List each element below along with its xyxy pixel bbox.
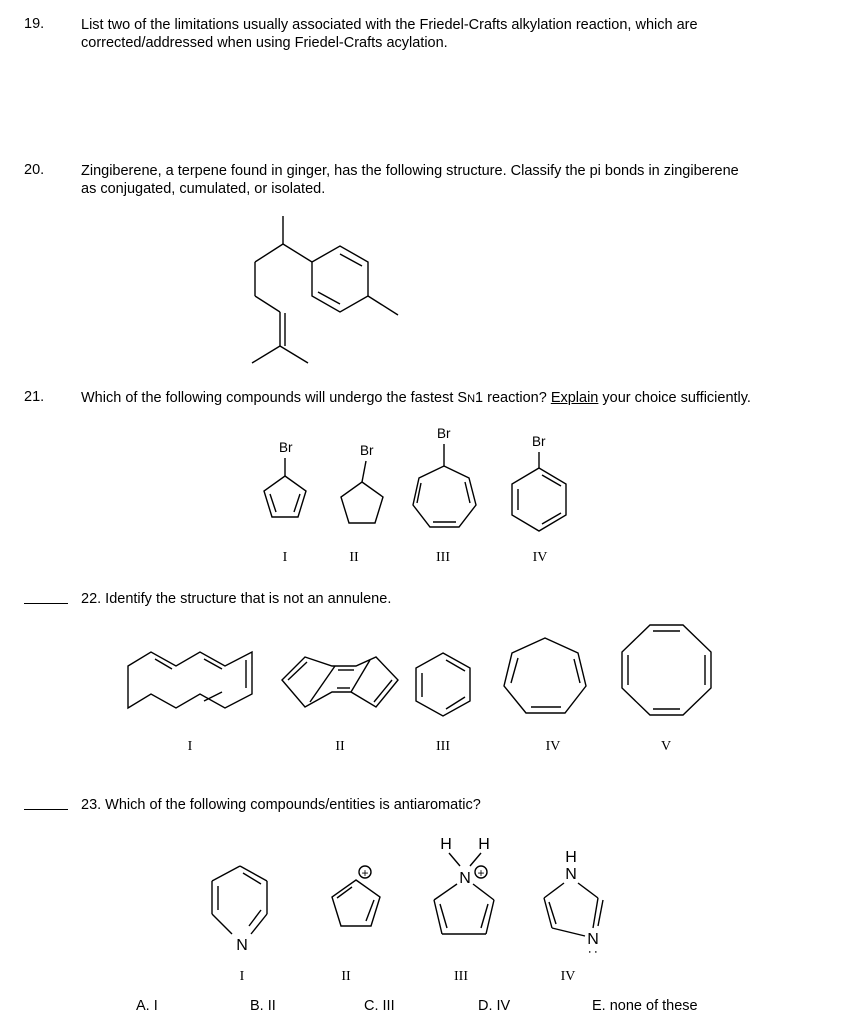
pyrrolium-n-atom: N bbox=[459, 870, 471, 887]
choice-d: D. IV bbox=[478, 998, 511, 1014]
choice-e: E. none of these bbox=[592, 998, 698, 1014]
imidazole-h: H bbox=[565, 849, 577, 866]
q21-label-3: III bbox=[436, 550, 450, 565]
imidazole-n1: N bbox=[565, 866, 577, 883]
q22-structure-3-benzene bbox=[416, 653, 470, 716]
imidazole-n2: N bbox=[587, 931, 599, 948]
q23-structure-1-pyridine bbox=[212, 866, 267, 954]
q23-label-2: II bbox=[341, 969, 351, 984]
q23-label-3: III bbox=[454, 969, 468, 984]
q19-text-line2: corrected/addressed when using Friedel-Crafts acylation. bbox=[81, 35, 448, 51]
q23-text: 23. Which of the following compounds/entities is antiaromatic? bbox=[81, 797, 481, 813]
q20-text-line2: as conjugated, cumulated, or isolated. bbox=[81, 181, 326, 197]
q21-label-2: II bbox=[349, 550, 359, 565]
q22-label-2: II bbox=[335, 739, 345, 754]
cation-plus-iii: + bbox=[477, 866, 485, 880]
q21-compound-2 bbox=[341, 443, 383, 523]
cation-plus-ii: + bbox=[361, 866, 369, 880]
q21-text: Which of the following compounds will undergo the fastest SN1 reaction? Explain your choice sufficiently. bbox=[81, 390, 751, 406]
choice-b: B. II bbox=[250, 998, 276, 1014]
q23-label-1: I bbox=[239, 969, 245, 984]
pyridine-n-atom: N bbox=[236, 937, 248, 954]
imidazole-lone-pair: : bbox=[586, 950, 602, 954]
q21-br-label-4: Br bbox=[532, 434, 546, 449]
q21-br-label-1: Br bbox=[279, 440, 293, 455]
q23-label-4: IV bbox=[560, 969, 576, 984]
q21-br-label-3: Br bbox=[437, 426, 451, 441]
q23-structure-4-imidazole bbox=[544, 849, 603, 954]
q22-label-3: III bbox=[436, 739, 450, 754]
q20-number: 20. bbox=[24, 162, 45, 178]
q22-label-4: IV bbox=[545, 739, 561, 754]
q22-structure-4-cycloheptatriene bbox=[504, 638, 586, 713]
q22-label-5: V bbox=[660, 739, 672, 754]
q19-text-line1: List two of the limitations usually associated with the Friedel-Crafts alkylation reaction, which are bbox=[81, 17, 698, 33]
q22-structure-1-naphthalene-like bbox=[128, 652, 252, 708]
q19-number: 19. bbox=[24, 16, 45, 32]
q21-br-label-2: Br bbox=[360, 443, 374, 458]
q22-structure-5-cyclooctatetraene bbox=[622, 625, 711, 715]
q22-text: 22. Identify the structure that is not an annulene. bbox=[81, 591, 392, 607]
q23-structure-3-pyrrolium bbox=[434, 836, 494, 934]
q21-label-1: I bbox=[282, 550, 288, 565]
q21-compound-1 bbox=[264, 440, 306, 517]
choice-a: A. I bbox=[136, 998, 158, 1014]
zingiberene-structure bbox=[252, 216, 398, 363]
q21-label-4: IV bbox=[532, 550, 548, 565]
q22-label-1: I bbox=[187, 739, 193, 754]
q21-compound-3 bbox=[413, 426, 476, 527]
q22-structure-2-bridged-annulene bbox=[282, 657, 398, 707]
q21-compound-4 bbox=[512, 434, 566, 531]
q20-text-line1: Zingiberene, a terpene found in ginger, has the following structure. Classify the pi bonds in zingiberene bbox=[81, 163, 739, 179]
choice-c: C. III bbox=[364, 998, 395, 1014]
pyrrolium-h2: H bbox=[478, 836, 490, 853]
pyrrolium-h1: H bbox=[440, 836, 452, 853]
q21-number: 21. bbox=[24, 389, 45, 405]
q23-structure-2-cyclopentadienyl-cation bbox=[332, 866, 380, 926]
